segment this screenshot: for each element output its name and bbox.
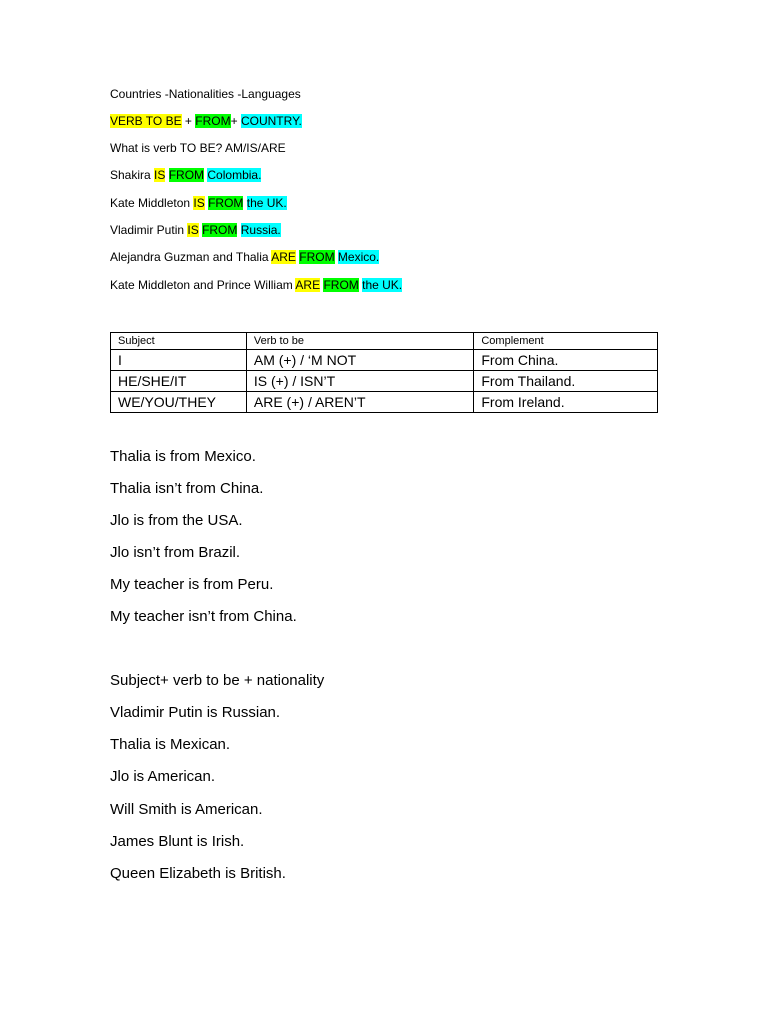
header-subject: Subject bbox=[111, 333, 247, 350]
highlight-verb: ARE bbox=[271, 250, 296, 264]
table-row bbox=[111, 392, 658, 413]
table-header-row bbox=[111, 333, 658, 350]
highlight-country: the UK. bbox=[362, 278, 403, 292]
sentence-line: Jlo is American. bbox=[110, 768, 216, 785]
cell-complement: From Ireland. bbox=[474, 392, 658, 413]
sentence-line: Will Smith is American. bbox=[110, 801, 263, 818]
example-subject: Kate Middleton and Prince William bbox=[110, 278, 296, 292]
cell-verb: AM (+) / ‘M NOT bbox=[246, 350, 473, 371]
question-line: What is verb TO BE? AM/IS/ARE bbox=[110, 141, 286, 155]
example-subject: Kate Middleton bbox=[110, 196, 194, 210]
highlight-verb: VERB TO BE bbox=[110, 114, 182, 128]
highlight-verb: IS bbox=[154, 168, 166, 182]
highlight-from: FROM bbox=[168, 168, 205, 182]
sentence-line: Vladimir Putin is Russian. bbox=[110, 704, 281, 721]
highlight-from: FROM bbox=[299, 250, 335, 264]
highlight-verb: IS bbox=[187, 223, 199, 237]
table-row bbox=[111, 350, 658, 371]
sentence-line: Jlo isn’t from Brazil. bbox=[110, 544, 241, 561]
highlight-country: Mexico. bbox=[337, 250, 380, 264]
table-row bbox=[111, 371, 658, 392]
formula-line bbox=[110, 114, 302, 128]
highlight-from: FROM bbox=[195, 114, 231, 128]
highlight-from: FROM bbox=[202, 223, 238, 237]
page-title: Countries -Nationalities -Languages bbox=[110, 87, 301, 101]
example-line bbox=[110, 196, 287, 210]
sentence-line: My teacher isn’t from China. bbox=[110, 608, 297, 625]
highlight-country: Russia. bbox=[240, 223, 281, 237]
sentence-line: Thalia isn’t from China. bbox=[110, 480, 264, 497]
highlight-country: COUNTRY. bbox=[240, 114, 302, 128]
sentence-line: Jlo is from the USA. bbox=[110, 512, 243, 529]
formula-plus: + bbox=[230, 114, 241, 128]
cell-verb: IS (+) / ISN’T bbox=[246, 371, 473, 392]
example-subject: Alejandra Guzman and Thalia bbox=[110, 250, 272, 264]
highlight-country: Colombia. bbox=[207, 168, 262, 182]
example-line bbox=[110, 250, 379, 264]
cell-subject: WE/YOU/THEY bbox=[111, 392, 247, 413]
cell-complement: From China. bbox=[474, 350, 658, 371]
highlight-verb: ARE bbox=[295, 278, 321, 292]
cell-complement: From Thailand. bbox=[474, 371, 658, 392]
sentence-line: James Blunt is Irish. bbox=[110, 833, 245, 850]
sentence-line: Queen Elizabeth is British. bbox=[110, 865, 286, 882]
example-subject: Vladimir Putin bbox=[110, 223, 188, 237]
sentence-line: Thalia is from Mexico. bbox=[110, 448, 256, 465]
example-subject: Shakira bbox=[110, 168, 155, 182]
header-verb-to-be: Verb to be bbox=[246, 333, 473, 350]
example-line bbox=[110, 168, 261, 182]
highlight-from: FROM bbox=[208, 196, 244, 210]
example-line bbox=[110, 223, 281, 237]
highlight-country: the UK. bbox=[246, 196, 287, 210]
cell-subject: HE/SHE/IT bbox=[111, 371, 247, 392]
highlight-from: FROM bbox=[323, 278, 359, 292]
example-line bbox=[110, 278, 402, 292]
formula-plus: + bbox=[181, 114, 196, 128]
verb-to-be-table bbox=[110, 332, 658, 413]
cell-verb: ARE (+) / AREN’T bbox=[246, 392, 473, 413]
sentence-line: My teacher is from Peru. bbox=[110, 576, 274, 593]
highlight-verb: IS bbox=[193, 196, 205, 210]
sentence-line: Thalia is Mexican. bbox=[110, 736, 231, 753]
cell-subject: I bbox=[111, 350, 247, 371]
nationality-formula: Subject+ verb to be + nationality bbox=[110, 672, 325, 689]
header-complement: Complement bbox=[474, 333, 658, 350]
